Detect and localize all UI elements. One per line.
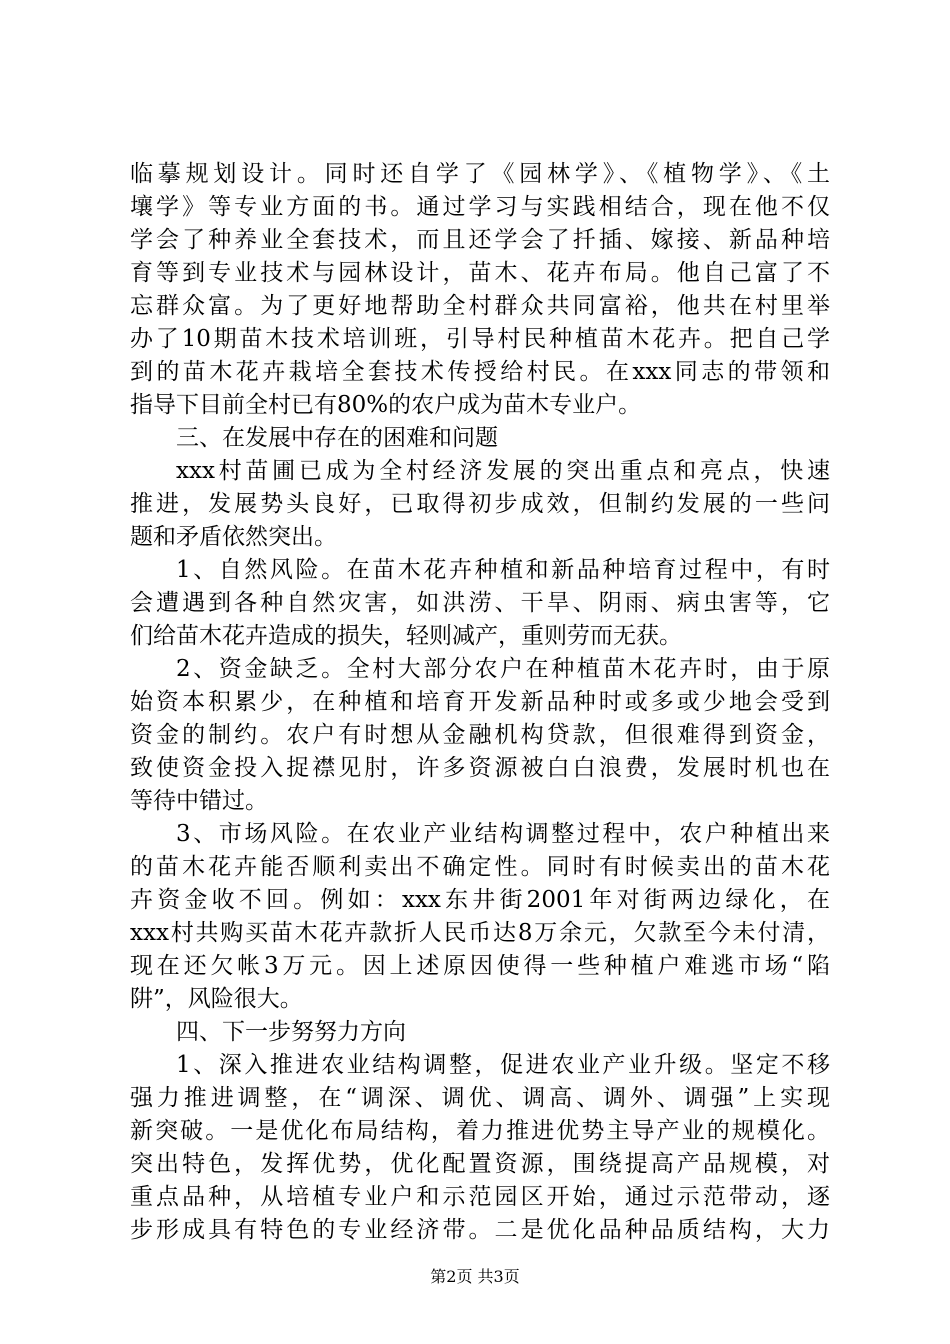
text-line: 壤学》等专业方面的书。通过学习与实践相结合，现在他不仅	[130, 194, 830, 220]
text-line: 资金的制约。农户有时想从金融机构贷款，但很难得到资金，	[130, 722, 830, 748]
text-line: 重点品种，从培植专业户和示范园区开始，通过示范带动，逐	[130, 1184, 830, 1210]
text-line: 指导下目前全村已有80%的农户成为苗木专业户。	[130, 392, 642, 418]
text-line: 临摹规划设计。同时还自学了《园林学》、《植物学》、《土	[130, 161, 830, 187]
text-line: 等待中错过。	[130, 788, 268, 814]
text-line: 突出特色，发挥优势，优化配置资源，围绕提高产品规模，对	[130, 1151, 830, 1177]
text-line: 们给苗木花卉造成的损失，轻则减产，重则劳而无获。	[130, 623, 682, 649]
section-heading: 三、在发展中存在的困难和问题	[176, 425, 498, 451]
text-line: 新突破。一是优化布局结构，着力推进优势主导产业的规模化。	[130, 1118, 830, 1144]
text-line: 忘群众富。为了更好地帮助全村群众共同富裕，他共在村里举	[130, 293, 830, 319]
text-line: 步形成具有特色的专业经济带。二是优化品种品质结构，大力	[130, 1217, 830, 1243]
text-line: 阱”，风险很大。	[130, 986, 303, 1012]
page-number: 第2页 共3页	[430, 1267, 520, 1286]
text-line: 到的苗木花卉栽培全套技术传授给村民。在xxx同志的带领和	[130, 359, 830, 385]
text-line: 致使资金投入捉襟见肘，许多资源被白白浪费，发展时机也在	[130, 755, 830, 781]
page-footer	[0, 1267, 950, 1287]
text-line: 1、自然风险。在苗木花卉种植和新品种培育过程中，有时	[176, 557, 830, 583]
text-line: 学会了种养业全套技术，而且还学会了扦插、嫁接、新品种培	[130, 227, 830, 253]
text-line: 现在还欠帐3万元。因上述原因使得一些种植户难逃市场“陷	[130, 953, 830, 979]
text-line: 育等到专业技术与园林设计，苗木、花卉布局。他自己富了不	[130, 260, 830, 286]
text-line: 会遭遇到各种自然灾害，如洪涝、干旱、阴雨、病虫害等，它	[130, 590, 830, 616]
text-line: 办了10期苗木技术培训班，引导村民种植苗木花卉。把自己学	[130, 326, 830, 352]
text-line: 3、市场风险。在农业产业结构调整过程中，农户种植出来	[176, 821, 830, 847]
section-heading: 四、下一步努努力方向	[176, 1019, 406, 1045]
text-line: xxx村苗圃已成为全村经济发展的突出重点和亮点，快速	[176, 458, 830, 484]
text-line: 卉资金收不回。例如：xxx东井街2001年对街两边绿化，在	[130, 887, 830, 913]
text-line: 1、深入推进农业结构调整，促进农业产业升级。坚定不移	[176, 1052, 830, 1078]
text-line: 始资本积累少，在种植和培育开发新品种时或多或少地会受到	[130, 689, 830, 715]
text-line: 的苗木花卉能否顺利卖出不确定性。同时有时候卖出的苗木花	[130, 854, 830, 880]
document-body	[130, 158, 830, 1247]
text-line: xxx村共购买苗木花卉款折人民币达8万余元，欠款至今未付清，	[130, 920, 830, 946]
text-line: 2、资金缺乏。全村大部分农户在种植苗木花卉时，由于原	[176, 656, 830, 682]
text-line: 推进，发展势头良好，已取得初步成效，但制约发展的一些问	[130, 491, 830, 517]
text-line: 强力推进调整，在“调深、调优、调高、调外、调强”上实现	[130, 1085, 830, 1111]
text-line: 题和矛盾依然突出。	[130, 524, 337, 550]
